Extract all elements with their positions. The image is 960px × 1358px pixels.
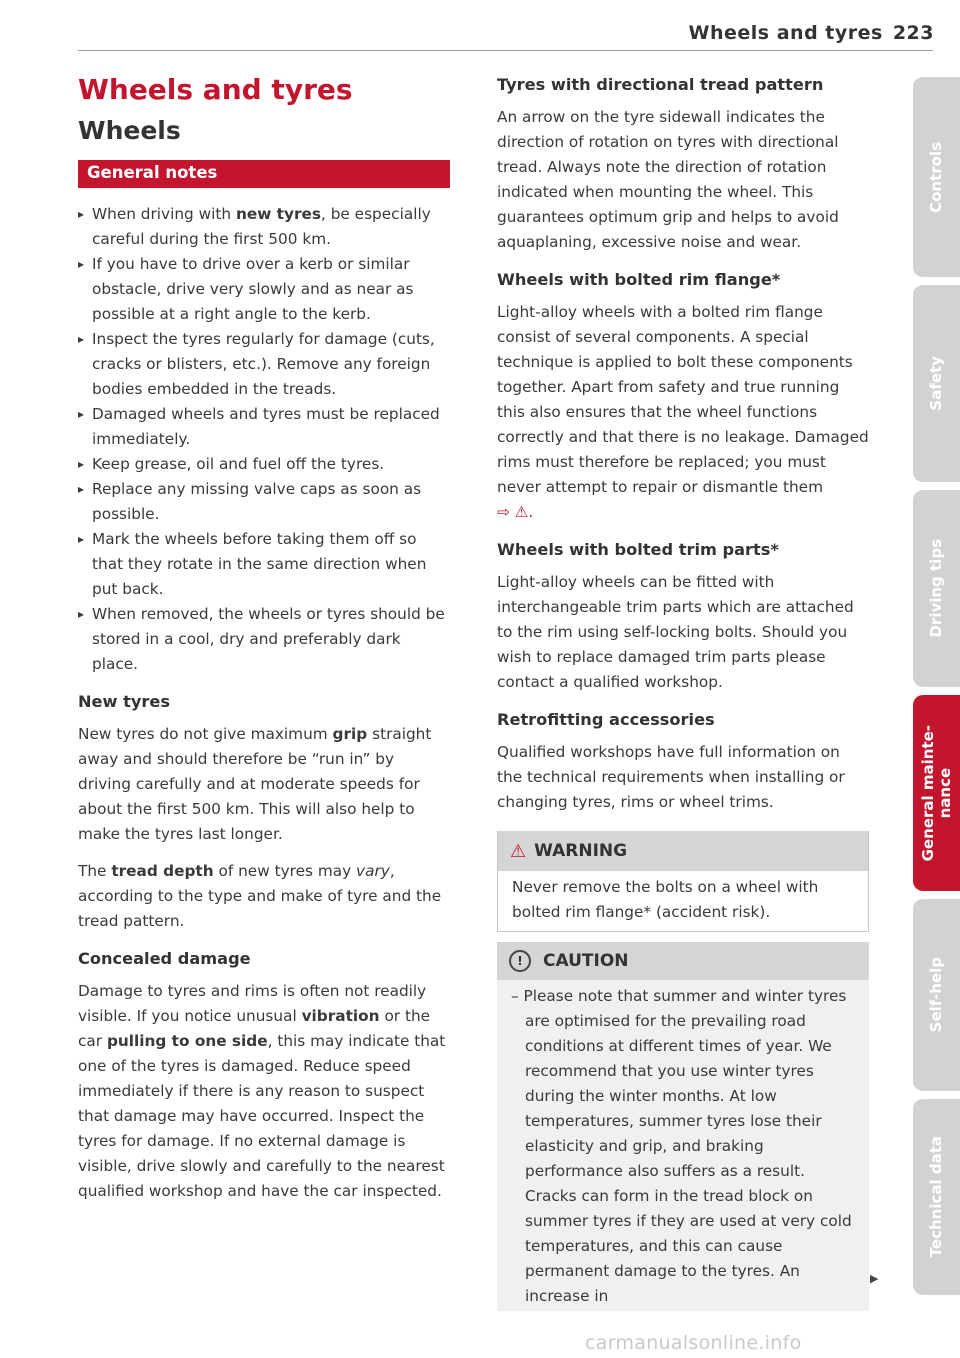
warning-label: WARNING: [534, 841, 628, 861]
running-header-title: Wheels and tyres: [688, 22, 883, 44]
tread-depth-paragraph: The tread depth of new tyres may vary, according to the type and make of tyre and the tread pattern.: [78, 862, 442, 930]
tab-technical-data[interactable]: Technical data: [913, 1099, 960, 1295]
general-notes-bar: General notes: [78, 160, 450, 188]
page-number: 223: [892, 22, 934, 44]
warning-text: Never remove the bolts on a wheel with bolted rim flange* (accident risk).: [512, 878, 819, 921]
general-notes-list: [78, 202, 450, 677]
caution-label: CAUTION: [543, 951, 629, 971]
tab-driving-tips[interactable]: Driving tips: [913, 490, 960, 687]
section-title: Wheels: [78, 116, 181, 145]
list-item: ▸ If you have to drive over a kerb or similar obstacle, drive very slowly and as near as possible at a right angle to the kerb.: [78, 252, 450, 327]
chapter-title: Wheels and tyres: [78, 73, 353, 106]
caution-box: [497, 942, 869, 1311]
header-rule: [78, 50, 933, 51]
tab-general-maintenance[interactable]: General mainte- nance: [913, 695, 960, 891]
caution-exclamation-icon: !: [509, 950, 531, 972]
retrofit-paragraph: Qualified workshops have full information on the technical requirements when installing or changing tyres, rims or wheel trims.: [497, 743, 845, 811]
continue-arrow-icon: ▶: [870, 1272, 879, 1285]
tab-controls[interactable]: Controls: [913, 77, 960, 277]
caution-text: – Please note that summer and winter tyres are optimised for the prevailing road conditions at different times of year. We recommend that you use winter tyres during the winter months. At low temperatures, summer tyres lose their elasticity and grip, and braking performance also suffers as a result. Cracks can form in the tread block on summer tyres if they are used at very cold temperatures, and this can cause permanent damage to the tyres. An increase in: [511, 987, 852, 1305]
list-item: ▸ When removed, the wheels or tyres should be stored in a cool, dry and preferably dark place.: [78, 602, 450, 677]
tab-self-help[interactable]: Self-help: [913, 899, 960, 1091]
left-column: [78, 74, 450, 1216]
warning-header: [498, 831, 868, 871]
new-tyres-paragraph: New tyres do not give maximum grip straight away and should therefore be “run in” by driving carefully and at moderate speeds for about the first 500 km. This will also help to make the tyres last longer.: [78, 725, 432, 843]
list-item: ▸ Keep grease, oil and fuel off the tyres.: [78, 452, 450, 477]
warning-box: [497, 831, 869, 932]
new-tyres-heading: New tyres: [78, 692, 171, 711]
watermark: carmanualsonline.info: [585, 1332, 802, 1354]
list-item: ▸ Replace any missing valve caps as soon as possible.: [78, 477, 450, 527]
caution-header: [497, 942, 869, 980]
right-column: [497, 74, 869, 1311]
list-item: ▸ Inspect the tyres regularly for damage (cuts, cracks or blisters, etc.). Remove any foreign bodies embedded in the treads.: [78, 327, 450, 402]
warning-triangle-icon: ⚠: [510, 840, 527, 862]
rim-flange-paragraph: Light-alloy wheels with a bolted rim flange consist of several components. A special technique is applied to bolt these components together. Apart from safety and true running this also ensures that the wheel functions correctly and that there is no leakage. Damaged rims must therefore be replaced; you must never attempt to repair or dismantle them ⇨ ⚠.: [497, 303, 869, 521]
concealed-damage-paragraph: Damage to tyres and rims is often not readily visible. If you notice unusual vibration or the car pulling to one side, this may indicate that one of the tyres is damaged. Reduce speed immediately if there is any reason to suspect that damage may have occurred. Inspect the tyres for damage. If no external damage is visible, drive slowly and carefully to the nearest qualified workshop and have the car inspected.: [78, 982, 446, 1200]
concealed-damage-heading: Concealed damage: [78, 949, 251, 968]
trim-parts-paragraph: Light-alloy wheels can be fitted with interchangeable trim parts which are attached to the rim using self-locking bolts. Should you wish to replace damaged trim parts please contact a qualified workshop.: [497, 573, 854, 691]
directional-heading: Tyres with directional tread pattern: [497, 75, 824, 94]
list-item: ▸ When driving with new tyres, be especially careful during the first 500 km.: [78, 202, 450, 252]
running-header: [689, 22, 934, 44]
tab-safety[interactable]: Safety: [913, 285, 960, 482]
rim-flange-heading: Wheels with bolted rim flange*: [497, 270, 781, 289]
list-item: ▸ Mark the wheels before taking them off so that they rotate in the same direction when put back.: [78, 527, 450, 602]
retrofit-heading: Retrofitting accessories: [497, 710, 715, 729]
trim-parts-heading: Wheels with bolted trim parts*: [497, 540, 779, 559]
warning-reference-link[interactable]: ⇨ ⚠.: [497, 503, 534, 521]
directional-paragraph: An arrow on the tyre sidewall indicates the direction of rotation on tyres with directional tread. Always note the direction of rotation indicated when mounting the wheel. This guarantees optimum grip and helps to avoid aquaplaning, excessive noise and wear.: [497, 108, 839, 251]
list-item: ▸ Damaged wheels and tyres must be replaced immediately.: [78, 402, 450, 452]
